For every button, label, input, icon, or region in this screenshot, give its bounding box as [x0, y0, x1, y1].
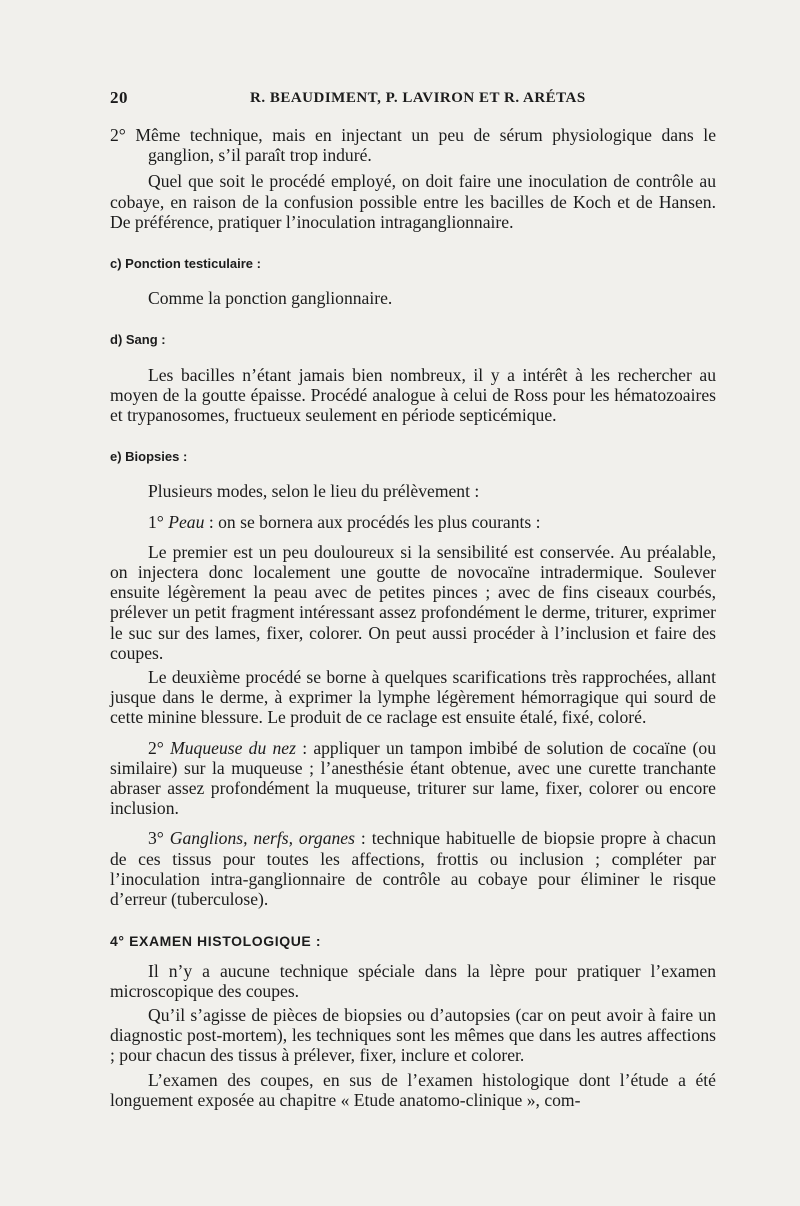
paragraph: Il n’y a aucune technique spéciale dans la lèpre pour pratiquer l’examen microscopique des coupes. — [110, 960, 716, 1001]
emphasis: Ganglions, nerfs, organes — [169, 828, 355, 849]
paragraph: Le deuxième procédé se borne à quelques scarifications très rapprochées, allant jusque dans le derme, à exprimer la lymphe légèrement hémorragique qui sourd de cette minine blessure. Le produit de ce raclage est ensuite étalé, fixé, coloré. — [110, 667, 716, 728]
paragraph — [110, 512, 716, 532]
list-number: 1° — [148, 511, 164, 532]
paragraph-text: : on se bornera aux procédés les plus courants : — [208, 511, 541, 532]
section-heading: 4° EXAMEN HISTOLOGIQUE : — [110, 933, 322, 950]
paragraph — [110, 828, 716, 909]
emphasis: Muqueuse du nez — [170, 737, 296, 758]
subsection-heading: d) Sang : — [110, 332, 166, 348]
subsection-heading: c) Ponction testiculaire : — [110, 256, 261, 272]
paragraph: Plusieurs modes, selon le lieu du prélèvement : — [148, 481, 480, 502]
paragraph: Comme la ponction ganglionnaire. — [148, 288, 393, 309]
paragraph: L’examen des coupes, en sus de l’examen histologique dont l’étude a été longuement exposée au chapitre « Etude anatomo-clinique », com- — [110, 1069, 716, 1110]
paragraph — [110, 738, 716, 819]
page-number: 20 — [110, 88, 128, 107]
page-body — [110, 125, 716, 1110]
paragraph-text: : technique habituelle de biopsie propre à chacun de ces tissus pour toutes les affections, frottis ou inclusion ; compléter par l’inoculation intra-ganglionnaire de contrôle au cobaye pour éliminer le risque d’erreur (tuberculose). — [110, 828, 716, 910]
running-head: R. BEAUDIMENT, P. LAVIRON ET R. ARÉTAS — [250, 90, 586, 106]
emphasis: Peau — [168, 511, 205, 532]
paragraph: Les bacilles n’étant jamais bien nombreux, il y a intérêt à les rechercher au moyen de la goutte épaisse. Procédé analogue à celui de Ross pour les hématozoaires et trypanosomes, fructueux seulement en période septicémique. — [110, 364, 716, 426]
paragraph: 2° Même technique, mais en injectant un peu de sérum physiologique dans le ganglion, s’il paraît trop induré. — [110, 125, 716, 166]
list-number: 3° — [148, 828, 164, 849]
list-number: 2° — [148, 737, 164, 758]
paragraph: Le premier est un peu douloureux si la sensibilité est conservée. Au préalable, on injectera donc localement une goutte de novocaïne intradermique. Soulever ensuite légèrement la peau avec de petites pinces ; avec de fins ciseaux courbés, prélever un petit fragment intéressant assez profondément le derme, triturer, exprimer le suc sur des lames, fixer, colorer. On peut aussi procéder à l’inclusion et faire des coupes. — [110, 541, 716, 663]
subsection-heading: e) Biopsies : — [110, 449, 188, 465]
paragraph: Qu’il s’agisse de pièces de biopsies ou d’autopsies (car on peut avoir à faire un diagnostic post-mortem), les techniques sont les mêmes que dans les autres affections ; pour chacun des tissus à prélever, fixer, inclure et colorer. — [110, 1004, 716, 1066]
paragraph-text: : appliquer un tampon imbibé de solution de cocaïne (ou similaire) sur la muqueuse ; l’anesthésie étant obtenue, avec une curette tranchante abraser assez profondément la muqueuse, triturer sur lame, fixer, colorer ou encore inclusion. — [110, 737, 716, 819]
paragraph: Quel que soit le procédé employé, on doit faire une inoculation de contrôle au cobaye, en raison de la confusion possible entre les bacilles de Koch et de Hansen. De préférence, pratiquer l’inoculation intraganglionnaire. — [110, 171, 716, 232]
